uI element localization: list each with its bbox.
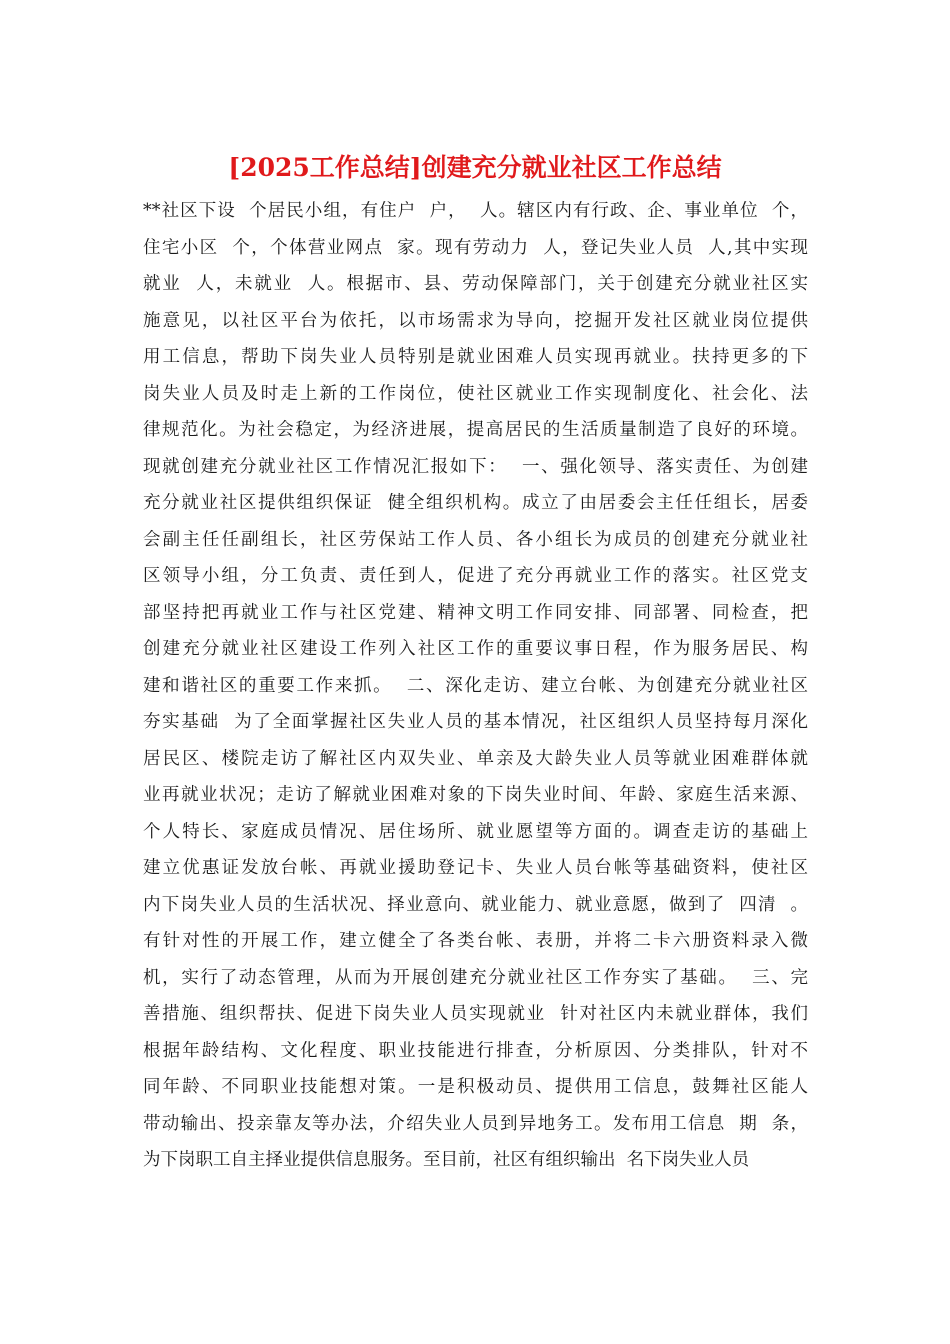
body-line: 业再就业状况；走访了解就业困难对象的下岗失业时间、年龄、家庭生活来源、 [143,785,808,805]
body-line: 机，实行了动态管理，从而为开展创建充分就业社区工作夯实了基础。 三、完 [143,967,808,988]
body-line: 根据年龄结构、文化程度、职业技能进行排查，分析原因、分类排队，针对不 [143,1040,808,1061]
body-line: 夯实基础 为了全面掌握社区失业人员的基本情况，社区组织人员坚持每月深化 [143,712,808,732]
body-line: 带动输出、投亲靠友等办法，介绍失业人员到异地务工。发布用工信息 期 条， [143,1113,808,1134]
body-line: 施意见，以社区平台为依托，以市场需求为导向，挖掘开发社区就业岗位提供 [143,310,808,331]
body-line: 建和谐社区的重要工作来抓。 二、深化走访、建立台帐、为创建充分就业社区 [143,675,808,696]
body-line: 为下岗职工自主择业提供信息服务。至目前，社区有组织输出 名下岗失业人员 [143,1150,750,1170]
document-title: [2025工作总结]创建充分就业社区工作总结 [228,153,722,182]
body-line: 律规范化。为社会稳定，为经济进展，提高居民的生活质量制造了良好的环境。 [143,420,808,440]
body-line: 内下岗失业人员的生活状况、择业意向、就业能力、就业意愿，做到了 四清 。 [143,894,808,915]
body-line: **社区下设 个居民小组，有住户 户， 人。辖区内有行政、企、事业单位 个， [143,201,808,221]
document-body [143,193,808,1179]
body-line: 岗失业人员及时走上新的工作岗位，使社区就业工作实现制度化、社会化、法 [143,383,808,404]
body-line: 个人特长、家庭成员情况、居住场所、就业愿望等方面的。调查走访的基础上 [143,821,808,842]
body-line: 充分就业社区提供组织保证 健全组织机构。成立了由居委会主任任组长，居委 [143,493,808,513]
body-line: 就业 人，未就业 人。根据市、县、劳动保障部门，关于创建充分就业社区实 [143,274,808,294]
body-line: 同年龄、不同职业技能想对策。一是积极动员、提供用工信息，鼓舞社区能人 [143,1077,808,1097]
body-line: 用工信息，帮助下岗失业人员特别是就业困难人员实现再就业。扶持更多的下 [143,347,808,367]
body-line: 创建充分就业社区建设工作列入社区工作的重要议事日程，作为服务居民、构 [143,639,808,659]
body-line: 建立优惠证发放台帐、再就业援助登记卡、失业人员台帐等基础资料，使社区 [143,858,808,878]
body-line: 有针对性的开展工作，建立健全了各类台帐、表册，并将二卡六册资料录入微 [143,931,808,951]
body-line: 住宅小区 个，个体营业网点 家。现有劳动力 人，登记失业人员 人,其中实现 [143,237,808,258]
body-line: 区领导小组，分工负责、责任到人，促进了充分再就业工作的落实。社区党支 [143,566,808,586]
body-line: 善措施、组织帮扶、促进下岗失业人员实现就业 针对社区内未就业群体，我们 [143,1004,808,1024]
body-line: 居民区、楼院走访了解社区内双失业、单亲及大龄失业人员等就业困难群体就 [143,748,808,769]
body-line: 会副主任任副组长，社区劳保站工作人员、各小组长为成员的创建充分就业社 [143,529,808,550]
body-line: 现就创建充分就业社区工作情况汇报如下： 一、强化领导、落实责任、为创建 [143,456,808,477]
body-line: 部坚持把再就业工作与社区党建、精神文明工作同安排、同部署、同检查，把 [143,602,808,623]
